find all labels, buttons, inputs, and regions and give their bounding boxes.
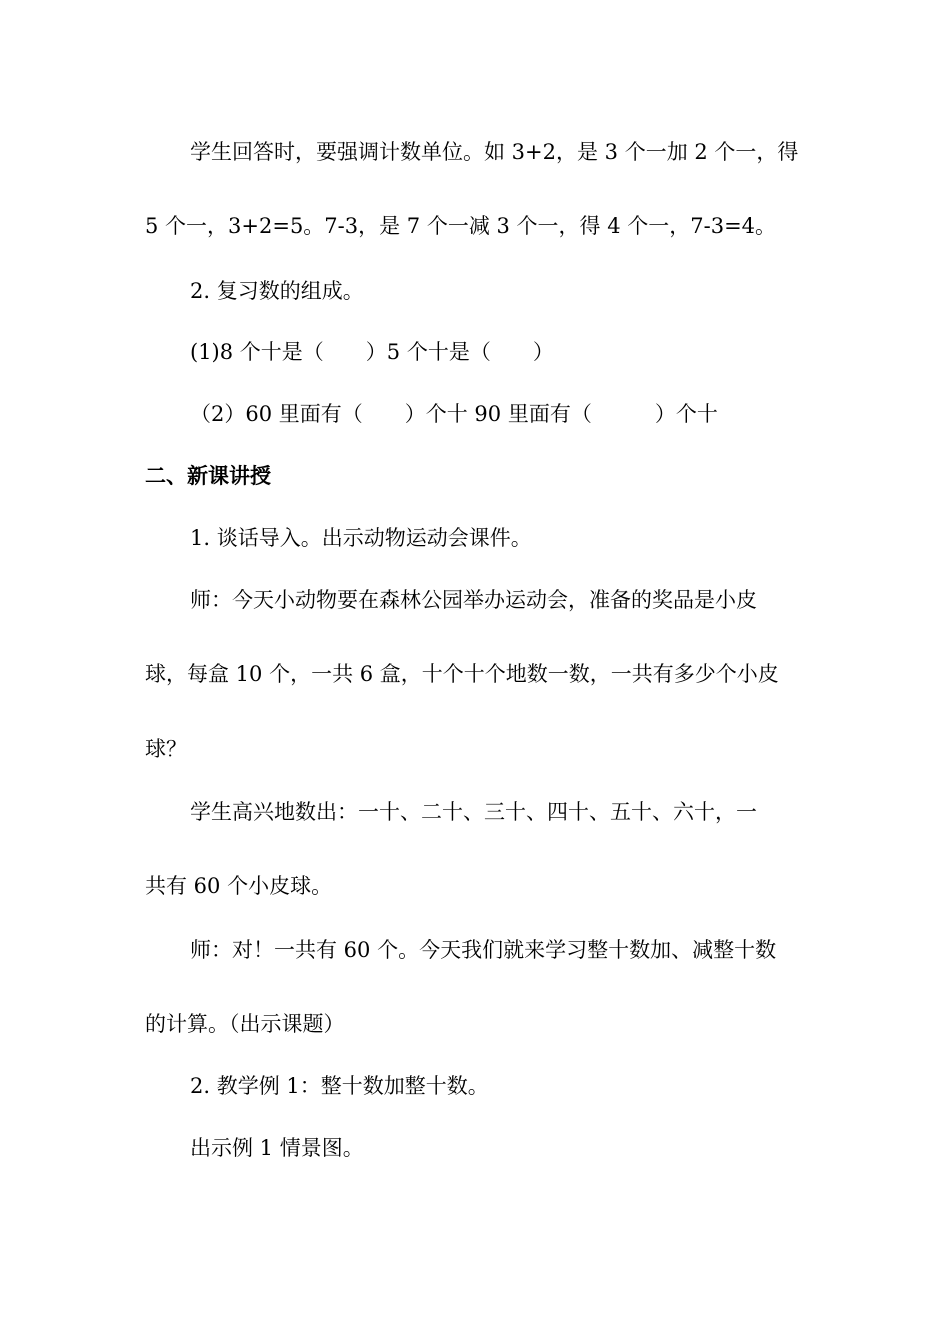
text-line: 出示例 1 情景图。 [190,1136,364,1160]
text-line: 2. 复习数的组成。 [190,279,364,303]
text-line: 5 个一，3+2=5。7-3，是 7 个一减 3 个一，得 4 个一，7-3=4。 [145,214,777,238]
text-line: 共有 60 个小皮球。 [145,874,333,898]
text-line: 球？ [145,737,187,761]
text-line: 的计算。（出示课题） [145,1012,345,1036]
text-line: 1. 谈话导入。出示动物运动会课件。 [190,526,532,550]
section-heading: 二、新课讲授 [145,464,271,488]
text-line: 学生高兴地数出：一十、二十、三十、四十、五十、六十，一 [190,800,757,824]
text-line: (1)8 个十是（ ）5 个十是（ ） [190,340,554,364]
text-line: （2）60 里面有（ ）个十 90 里面有（ ）个十 [190,402,718,426]
text-line: 师：今天小动物要在森林公园举办运动会，准备的奖品是小皮 [190,588,757,612]
text-line: 学生回答时，要强调计数单位。如 3+2，是 3 个一加 2 个一，得 [190,140,799,164]
text-line: 师：对！一共有 60 个。今天我们就来学习整十数加、减整十数 [190,938,777,962]
text-line: 2. 教学例 1：整十数加整十数。 [190,1074,489,1098]
text-line: 球，每盒 10 个，一共 6 盒，十个十个地数一数，一共有多少个小皮 [145,662,779,686]
